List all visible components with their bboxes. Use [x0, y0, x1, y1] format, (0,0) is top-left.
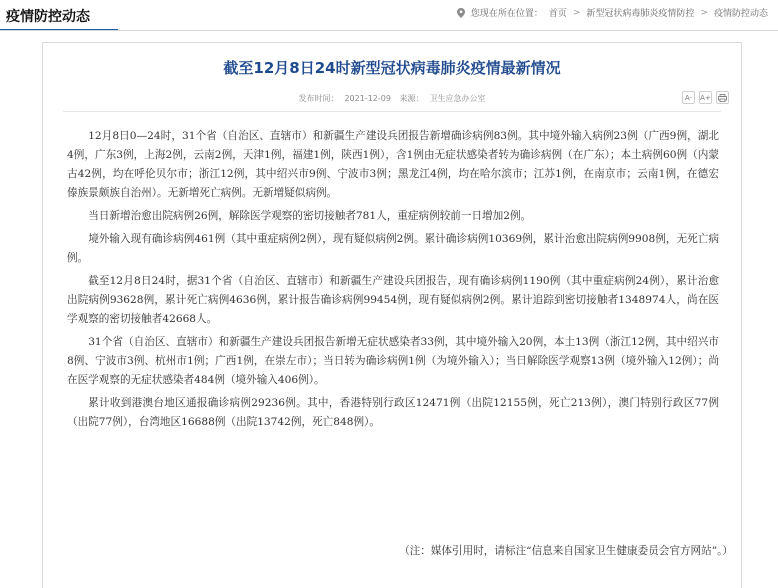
paragraph: 31个省（自治区、直辖市）和新疆生产建设兵团报告新增无症状感染者33例，其中境外输入20例，本土13例（浙江12例，其中绍兴市8例、宁波市3例、杭州市1例；广西1例，在崇左市）；当日转为确诊病例1例（为境外输入）；当日解除医学观察13例（境外输入12例）；尚在医学观察的无症状感染者484例（境外输入406例）。	[67, 336, 719, 386]
paragraph: 累计收到港澳台地区通报确诊病例29236例。其中，香港特别行政区12471例（出院12155例，死亡213例），澳门特别行政区77例（出院77例），台湾地区16688例（出院13742例，死亡848例）。	[67, 397, 719, 428]
top-bar	[0, 0, 778, 32]
citation-note: （注：媒体引用时，请标注“信息来自国家卫生健康委员会官方网站”。）	[399, 545, 733, 557]
source-label: 来源：	[399, 94, 424, 103]
font-increase-button[interactable]: A+	[699, 91, 712, 104]
article-card	[42, 42, 742, 588]
article-meta	[43, 93, 741, 104]
paragraph: 截至12月8日24时，据31个省（自治区、直辖市）和新疆生产建设兵团报告，现有确诊病例1190例（其中重症病例24例），累计治愈出院病例93628例，累计死亡病例4636例，累计报告确诊病例99454例，现有疑似病例2例。累计追踪到密切接触者1348974人，尚在医学观察的密切接触者42668人。	[67, 275, 719, 325]
breadcrumb-home[interactable]: 首页	[548, 9, 567, 19]
breadcrumb	[457, 6, 768, 19]
paragraph: 当日新增治愈出院病例26例，解除医学观察的密切接触者781人，重症病例较前一日增加2例。	[88, 210, 532, 222]
publish-date: 2021-12-09	[344, 94, 391, 103]
breadcrumb-separator: >	[572, 7, 581, 18]
top-divider	[0, 30, 778, 31]
paragraph: 12月8日0—24时，31个省（自治区、直辖市）和新疆生产建设兵团报告新增确诊病例83例。其中境外输入病例23例（广西9例，湖北4例，广东3例，上海2例，云南2例，天津1例，福建1例，陕西1例），含1例由无症状感染者转为确诊病例（在广东）；本土病例60例（内蒙古42例，均在呼伦贝尔市；浙江12例，其中绍兴市9例、宁波市3例；黑龙江4例，均在哈尔滨市；江苏1例，在南京市；云南1例，在德宏傣族景颇族自治州）。无新增死亡病例。无新增疑似病例。	[67, 130, 719, 199]
breadcrumb-topic[interactable]: 新型冠状病毒肺炎疫情防控	[586, 9, 695, 19]
meta-divider	[63, 111, 721, 112]
source-value: 卫生应急办公室	[429, 94, 486, 103]
section-title: 疫情防控动态	[6, 9, 90, 25]
breadcrumb-prefix: 您现在所在位置：	[470, 9, 543, 19]
publish-label: 发布时间：	[298, 94, 339, 103]
print-button[interactable]	[716, 91, 729, 104]
breadcrumb-separator: >	[700, 7, 708, 18]
article-tools	[682, 91, 729, 104]
font-decrease-button[interactable]: A-	[682, 91, 695, 104]
printer-icon	[718, 94, 727, 102]
article-title: 截至12月8日24时新型冠状病毒肺炎疫情最新情况	[223, 59, 561, 77]
location-pin-icon	[457, 8, 465, 18]
paragraph: 境外输入现有确诊病例461例（其中重症病例2例），现有疑似病例2例。累计确诊病例10369例，累计治愈出院病例9908例，无死亡病例。	[67, 233, 719, 264]
article-body	[67, 127, 719, 436]
breadcrumb-current[interactable]: 疫情防控动态	[713, 9, 768, 19]
